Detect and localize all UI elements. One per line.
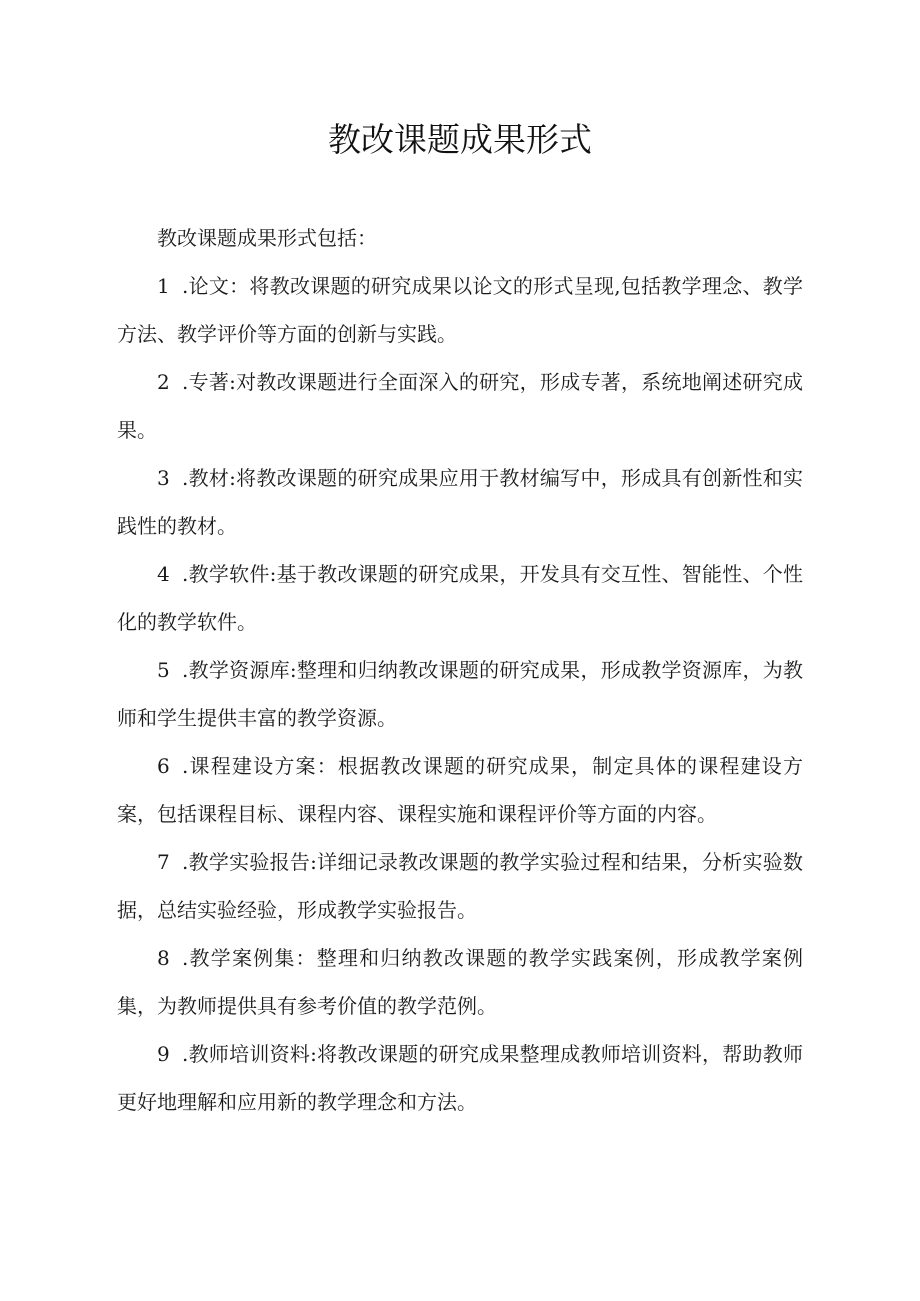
item-number: 4 [157,562,170,586]
item-text: .教师培训资料:将教改课题的研究成果整理成教师培训资料，帮助教师更好地理解和应用新的教学理念和方法。 [117,1042,803,1114]
item-number: 5 [157,658,170,682]
item-text: .教材:将教改课题的研究成果应用于教材编写中，形成具有创新性和实践性的教材。 [117,466,803,538]
item-number: 8 [157,946,170,970]
list-item [117,1030,803,1126]
document-title: 教改课题成果形式 [328,120,592,159]
list-item [117,646,803,742]
list-item [117,358,803,454]
item-text: .教学实验报告:详细记录教改课题的教学实验过程和结果，分析实验数据，总结实验经验，形成教学实验报告。 [117,850,803,922]
item-number: 2 [157,370,170,394]
list-item [117,262,803,358]
item-number: 1 [157,274,170,298]
item-text: .论文：将教改课题的研究成果以论文的形式呈现,包括教学理念、教学方法、教学评价等方面的创新与实践。 [117,274,803,346]
item-number: 7 [157,850,170,874]
document-body [117,214,803,1126]
list-item [117,742,803,838]
item-text: .课程建设方案：根据教改课题的研究成果，制定具体的课程建设方案，包括课程目标、课程内容、课程实施和课程评价等方面的内容。 [117,754,803,826]
list-item [117,550,803,646]
item-text: .教学案例集：整理和归纳教改课题的教学实践案例，形成教学案例集，为教师提供具有参考价值的教学范例。 [117,946,803,1018]
item-text: .教学资源库:整理和归纳教改课题的研究成果，形成教学资源库，为教师和学生提供丰富的教学资源。 [117,658,803,730]
list-item [117,934,803,1030]
list-item [117,454,803,550]
item-number: 6 [157,754,170,778]
intro-paragraph: 教改课题成果形式包括： [157,226,377,250]
item-text: .专著:对教改课题进行全面深入的研究，形成专著，系统地阐述研究成果。 [117,370,803,442]
list-item [117,838,803,934]
item-number: 3 [157,466,170,490]
item-text: .教学软件:基于教改课题的研究成果，开发具有交互性、智能性、个性化的教学软件。 [117,562,803,634]
item-number: 9 [157,1042,170,1066]
